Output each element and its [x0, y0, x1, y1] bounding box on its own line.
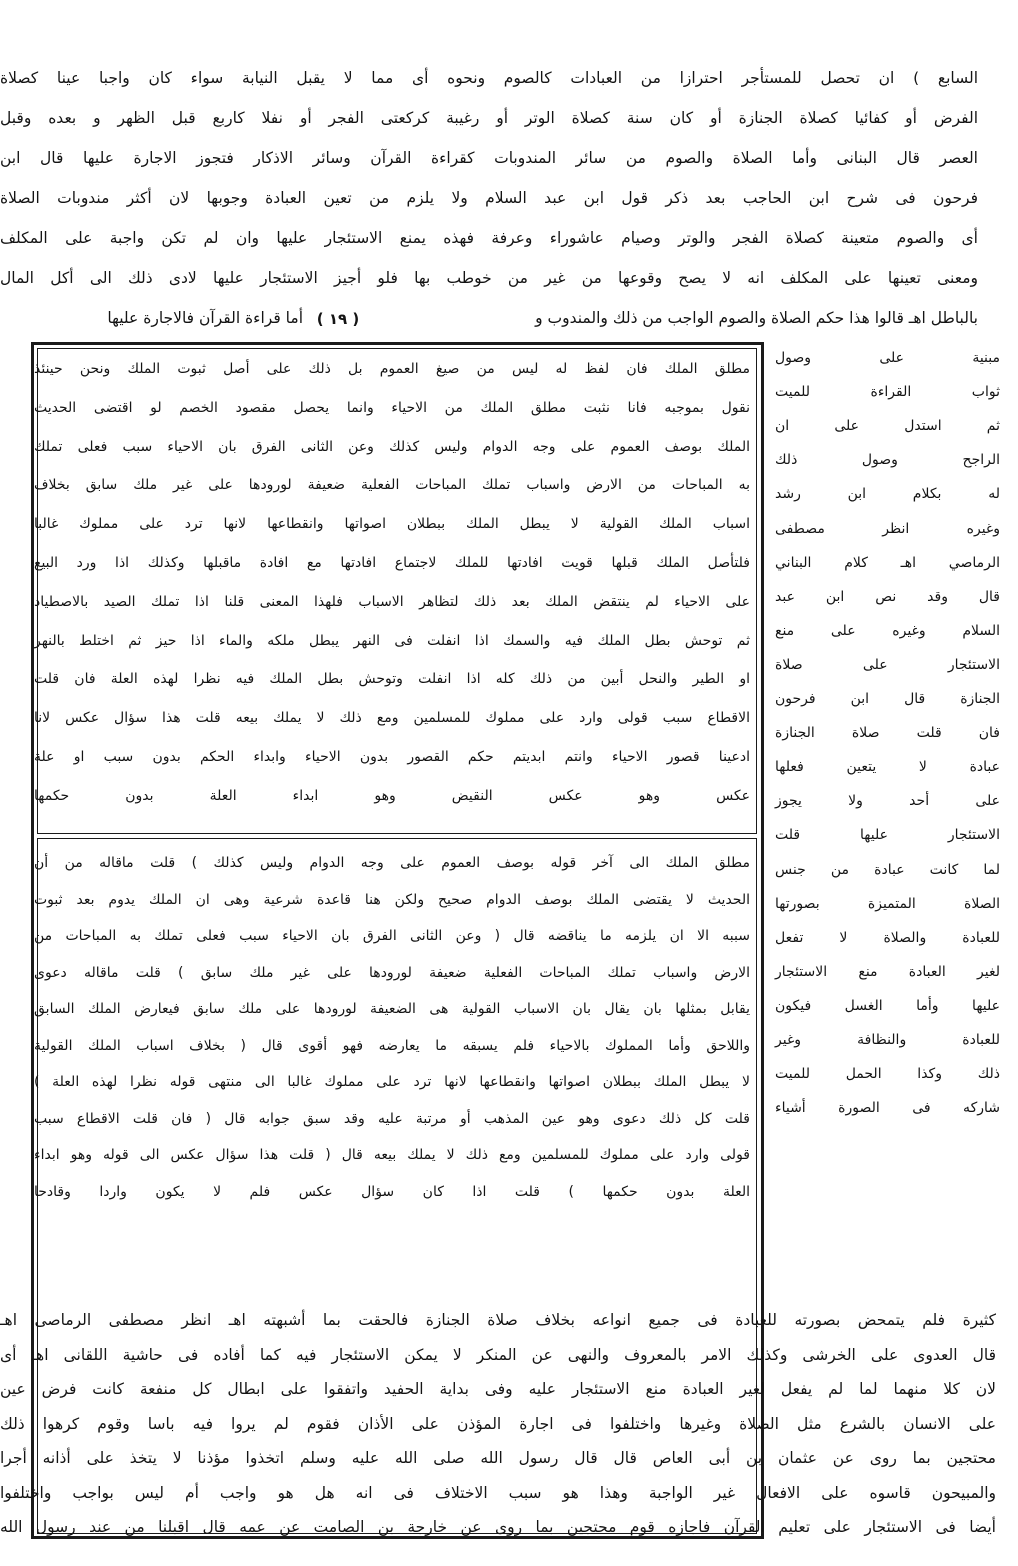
- side-text-line: له بكلام ابن رشد: [775, 486, 1000, 503]
- side-text-line: ثم استدل على ان: [775, 418, 1000, 435]
- main-text-line: أى والصوم متعينة كصلاة الفجر والوتر وصيام عاشوراء وعرفة فهذه يمنع الاستئجار عليها وان لم تكن واجبة على المكلف: [0, 229, 978, 247]
- side-text-line: الاستئجار على صلاة: [775, 656, 1000, 673]
- commentary-line: الحديث لا يقتضى الملك بوصف الدوام صحيح ولكن هنا قاعدة شرعية وهى ان الملك يدوم بعد ثبوت: [34, 891, 750, 908]
- commentary-line: يقابل بمثلها بان يقال بان الاسباب القولية هى الضعيفة لورودها على ملك سابق فيعارض الملك السابق: [34, 1001, 750, 1017]
- side-text-line: ثواب القراءة للميت: [775, 384, 1000, 401]
- commentary-line: مطلق الملك فان لفظ له ليس من صيغ العموم بل ذلك على أصل ثبوت الملك ونحن حينئذ: [34, 361, 750, 377]
- commentary-line: مطلق الملك الى آخر قوله بوصف العموم على وجه الدوام وليس كذلك ) قلت ماقاله من أن: [34, 855, 750, 871]
- commentary-line: ثم توحش بطل الملك فيه والسمك اذا انفلت فى النهر يبطل ملكه والماء اذا حيز ثم اختلط بالنهر: [34, 632, 750, 649]
- side-text-line: للعبادة والصلاة لا تفعل: [775, 929, 1000, 946]
- commentary-line: عكس وهو عكس النقيض وهو ابداء العلة بدون حكمها: [34, 787, 750, 804]
- side-text-line: وغيره انظر مصطفى: [775, 520, 1000, 537]
- main-text-line: قال العدوى على الخرشى وكذلك الامر بالمعروف والنهى عن المنكر لا يمكن الاستئجار فيه كما أفاده فى حاشية اللقانى اهـ أى: [0, 1345, 996, 1364]
- side-text-line: لما كانت عبادة من جنس: [775, 861, 1000, 878]
- line-7-left-part: أما قراءة القرآن فالاجارة عليها: [107, 309, 303, 327]
- main-text-line: السابع ) ان تحصل للمستأجر احترازا من العبادات كالصوم ونحوه أى مما لا يقبل النيابة سواء كان واجبا عينا كصلاة: [0, 69, 978, 87]
- main-text-line: على الانسان بالشرع مثل الصلاة وغيرها واختلفوا فى اجارة المؤذن على الأذان فقوم لم يروا فيه باسا وقوم كرهوا ذلك: [0, 1414, 996, 1433]
- commentary-line: اسباب الملك القولية لا يبطل الملك ببطلان اصواتها وانقطاعها لانها ترد على مملوك غالبا: [34, 516, 750, 533]
- main-text-line: الفرض أو كفائيا كصلاة الجنازة أو كان سنة كصلاة الوتر أو رغيبة كركعتى الفجر أو نفلا كاربع قبل الظهر و بعده وقبل: [0, 109, 978, 127]
- commentary-line: الملك بوصف العموم على وجه الدوام وليس كذلك وعن الثانى الفرق بان الاحياء سبب فعلى تملك: [34, 438, 750, 455]
- side-text-line: الرماصي اهـ كلام البناني: [775, 554, 1000, 571]
- side-text-line: قال وقد نص ابن عبد: [775, 588, 1000, 605]
- commentary-line: او الطير والنحل أبين من ذلك كله اذا انفلت وتوحش بطل الملك فيه نظرا لهذه العلة فان قلت: [34, 671, 750, 688]
- commentary-line: ادعينا قصور الاحياء وانتم ابديتم حكم القصور بدون الاحياء وابداء الحكم بدون سبب او علة: [34, 749, 750, 765]
- main-text-line: والمبيحون قاسوه على الافعال غير الواجبة وهذا هو سبب الاختلاف فى انه هل هو واجب أم ليس بواجب واختلفوا: [0, 1483, 996, 1502]
- commentary-line: الاقطاع سبب قولى وارد على مملوك للمسلمين ومع ذلك لا يملك بيعه قلت هذا سؤال عكس لانا: [34, 710, 750, 727]
- main-text-line: العصر قال البنانى وأما الصلاة والصوم من سائر المندوبات كقراءة القرآن وسائر الاذكار فتجوز الاجارة عليها قال ابن: [0, 149, 978, 167]
- commentary-line: نقول بموجبه فانا نثبت مطلق الملك من الاحياء وانما يحصل مقصود الخصم لو اقتضى الحديث: [34, 399, 750, 416]
- main-text-line: محتجين بما روى عن عثمان بن أبى العاص قال قال رسول الله صلى الله عليه وسلم اتخذوا مؤذنا لا يتخذ على أذانه أجرا: [0, 1449, 996, 1467]
- side-text-line: السلام وغيره على منع: [775, 622, 1000, 639]
- commentary-line: واللاحق وأما المملوك بالاحياء فلم يسبقه ما يعارضه فهو أقوى قال ( بخلاف اسباب الملك القولية: [34, 1037, 750, 1054]
- commentary-line: قولى وارد على مملوك للمسلمين ومع ذلك لا يملك بيعه قال ( قلت هذا سؤال عكس الى قوله وهو ابداء: [34, 1147, 750, 1163]
- side-text-line: ذلك وكذا الحمل للميت: [775, 1066, 1000, 1083]
- side-text-line: الراجح وصول ذلك: [775, 452, 1000, 469]
- commentary-line: العلة بدون حكمها ) قلت اذا كان سؤال عكس فلم لا يكون واردا وقادحا: [34, 1183, 750, 1200]
- side-text-line: الصلاة المتميزة بصورتها: [775, 895, 1000, 912]
- main-text-line: فرحون فى شرح ابن الحاجب بعد ذكر قول ابن عبد السلام ولا يلزم من تعين العبادة وجوبها لان أكثر مندوبات الصلاة: [0, 189, 978, 207]
- commentary-line: فلتأصل الملك قبلها قويت افادتها للملك لاجتماع افادتها مع افادة ماقبلها وكذلك اذا ورد البيع: [34, 555, 750, 571]
- line-7-right-part: بالباطل اهـ قالوا هذا حكم الصلاة والصوم الواجب من ذلك والمندوب و: [535, 309, 978, 327]
- side-text-line: شاركه فى الصورة أشياء: [775, 1100, 1000, 1117]
- main-text-line: ومعنى تعينها على المكلف انه لا يصح وقوعها من غير من خوطب بها فلو أجيز الاستئجار عليها لادى ذلك الى أكل المال: [0, 269, 978, 287]
- side-text-line: الجنازة قال ابن فرحون: [775, 691, 1000, 707]
- commentary-line: به المباحات من الارض واسباب تملك المباحات الفعلية ضعيفة لورودها على غير ملك سابق بخلاف: [34, 477, 750, 494]
- commentary-line: لا يبطل الملك ببطلان اصواتها وانقطاعها لانها ترد على مملوك غالبا الى منتهى قوله نظرا لهذه العلة ): [34, 1074, 750, 1090]
- side-text-line: مبنية على وصول: [775, 350, 1000, 366]
- page-number: ( ١٩ ): [316, 310, 360, 328]
- side-text-line: فان قلت صلاة الجنازة: [775, 725, 1000, 742]
- main-text-line: كثيرة فلم يتمحض بصورته للعبادة فى جميع انواعه بخلاف صلاة الجنازة فالحقت بما أشبهته اهـ انظر مصطفى الرماصى اهـ: [0, 1311, 996, 1329]
- side-text-line: عبادة لا يتعين فعلها: [775, 759, 1000, 776]
- side-text-line: على أحد ولا يجوز: [775, 793, 1000, 810]
- commentary-line: قلت كل ذلك دعوى وهو عين المذهب أو مرتبة عليه وقد سبق جوابه قال ( فان قلت الاقطاع سبب: [34, 1110, 750, 1127]
- side-text-line: للعبادة والنظافة وغير: [775, 1032, 1000, 1048]
- main-text-line: أيضا فى الاستئجار على تعليم القرآن فاجازه قوم محتجين بما روى عن خارجة بن الصامت عن عمه قال اقبلنا من عند رسول الله: [0, 1518, 996, 1536]
- side-text-line: لغير العبادة منع الاستئجار: [775, 963, 1000, 980]
- side-text-line: الاستئجار عليها قلت: [775, 827, 1000, 844]
- commentary-line: سببه الا ان يلزمه ما يناقضه قال ( وعن الثانى الفرق بان الاحياء سبب فعلى تملك به المباحات من: [34, 928, 750, 944]
- commentary-line: الارض واسباب تملك المباحات الفعلية ضعيفة لورودها على غير ملك سابق ) قلت ماقاله دعوى: [34, 964, 750, 981]
- main-text-line: لان كلا منهما لما لم يفعل لغير العبادة منع الاستئجار عليه وفى بداية الحفيد واتفقوا على ابطال كل منفعة كانت فرض عين: [0, 1380, 996, 1398]
- side-text-line: عليها وأما الغسل فيكون: [775, 997, 1000, 1014]
- commentary-line: على الاحياء لم ينتقض الملك بعد ذلك لتظاهر الاسباب فلهذا المعنى قلنا اذا تملك الصيد بالاصطياد: [34, 593, 750, 610]
